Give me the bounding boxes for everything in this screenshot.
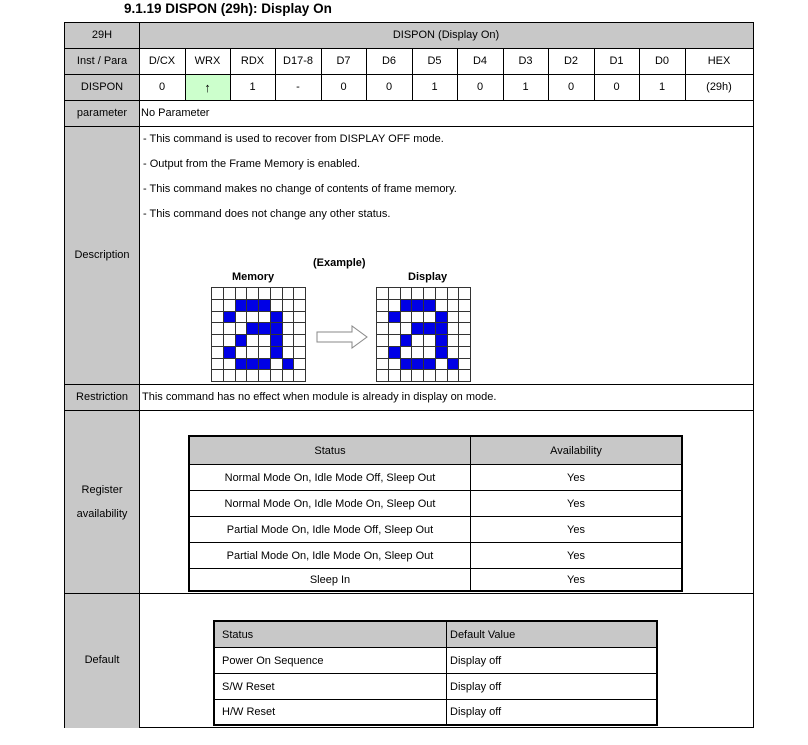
restriction-value: This command has no effect when module is already in display on mode. [142, 390, 497, 403]
pixel-cell [424, 335, 436, 347]
pixel-cell [294, 323, 306, 335]
pixel-cell [212, 288, 224, 300]
pixel-cell [412, 370, 424, 382]
pixel-cell [436, 300, 448, 312]
col-header: HEX [707, 54, 731, 67]
restriction-label: Restriction [76, 390, 128, 403]
command-code: 29H [91, 29, 113, 41]
command-cell: 0 [476, 80, 484, 93]
status-cell: Normal Mode On, Idle Mode Off, Sleep Out [190, 465, 471, 490]
table-row [190, 491, 681, 517]
pixel-cell [424, 359, 436, 371]
pixel-cell [224, 359, 236, 371]
status-header: Status [190, 437, 471, 464]
pixel-cell [459, 288, 471, 300]
pixel-cell [436, 312, 448, 324]
description-line: - This command does not change any other status. [143, 208, 391, 220]
register-availability-table [188, 435, 683, 592]
command-cell: (29h) [706, 80, 732, 93]
pixel-cell [389, 370, 401, 382]
pixel-cell [459, 335, 471, 347]
pixel-cell [283, 335, 295, 347]
command-cell: DISPON [80, 80, 124, 93]
pixel-cell [377, 335, 389, 347]
pixel-cell [377, 323, 389, 335]
pixel-cell [212, 370, 224, 382]
availability-header: Availability [550, 444, 602, 457]
col-header: D/CX [148, 54, 176, 67]
table-row [215, 648, 656, 674]
pixel-cell [448, 370, 460, 382]
pixel-cell [212, 312, 224, 324]
col-header: RDX [240, 54, 265, 67]
default-value-header: Default Value [450, 628, 516, 641]
availability-cell: Yes [567, 573, 585, 586]
pixel-cell [401, 288, 413, 300]
pixel-cell [247, 312, 259, 324]
availability-cell: Yes [567, 549, 585, 562]
pixel-cell [271, 300, 283, 312]
pixel-cell [259, 359, 271, 371]
register-label-line2: availability [76, 507, 128, 520]
table-row [190, 569, 681, 590]
pixel-cell [459, 347, 471, 359]
pixel-cell [377, 312, 389, 324]
pixel-cell [412, 347, 424, 359]
pixel-cell [389, 335, 401, 347]
pixel-cell [459, 359, 471, 371]
pixel-cell [389, 323, 401, 335]
pixel-cell [401, 323, 413, 335]
pixel-cell [271, 347, 283, 359]
pixel-cell [247, 359, 259, 371]
pixel-cell [424, 370, 436, 382]
pixel-cell [459, 370, 471, 382]
pixel-cell [424, 312, 436, 324]
pixel-cell [259, 347, 271, 359]
col-header: D0 [654, 54, 670, 67]
default-value-table [213, 620, 658, 726]
pixel-cell [294, 359, 306, 371]
col-header: D17-8 [283, 54, 313, 67]
pixel-cell [389, 288, 401, 300]
pixel-cell [247, 347, 259, 359]
pixel-cell [247, 323, 259, 335]
pixel-cell [224, 335, 236, 347]
pixel-cell [247, 288, 259, 300]
pixel-cell [389, 312, 401, 324]
pixel-cell [259, 312, 271, 324]
pixel-cell [412, 359, 424, 371]
pixel-cell [236, 370, 248, 382]
pixel-cell [224, 288, 236, 300]
pixel-cell [401, 359, 413, 371]
pixel-cell [212, 335, 224, 347]
pixel-cell [259, 300, 271, 312]
command-cell: 1 [658, 80, 666, 93]
pixel-cell [294, 312, 306, 324]
pixel-cell [436, 370, 448, 382]
pixel-cell [259, 335, 271, 347]
register-label-line1: Register [81, 483, 123, 496]
pixel-cell [224, 347, 236, 359]
pixel-cell [436, 359, 448, 371]
table-row [215, 700, 656, 724]
parameter-label: parameter [76, 106, 128, 119]
pixel-cell [448, 300, 460, 312]
command-cell: 1 [431, 80, 438, 93]
pixel-cell [283, 323, 295, 335]
availability-cell: Yes [567, 471, 585, 484]
status-cell: Partial Mode On, Idle Mode On, Sleep Out [190, 543, 471, 568]
pixel-cell [448, 323, 460, 335]
availability-cell: Yes [567, 523, 585, 536]
col-header: WRX [194, 54, 221, 67]
pixel-cell [459, 323, 471, 335]
pixel-cell [401, 370, 413, 382]
pixel-cell [412, 335, 424, 347]
pixel-cell [271, 323, 283, 335]
pixel-cell [412, 312, 424, 324]
pixel-cell [236, 312, 248, 324]
table-row [190, 517, 681, 543]
pixel-cell [224, 323, 236, 335]
pixel-cell [236, 300, 248, 312]
pixel-cell [212, 359, 224, 371]
pixel-cell [459, 300, 471, 312]
pixel-cell [236, 335, 248, 347]
pixel-cell [283, 370, 295, 382]
pixel-cell [247, 335, 259, 347]
pixel-cell [424, 323, 436, 335]
pixel-cell [247, 370, 259, 382]
pixel-cell [224, 312, 236, 324]
col-header: Inst / Para [76, 54, 128, 67]
default-label: Default [84, 654, 120, 666]
default-status-cell: H/W Reset [215, 700, 447, 724]
pixel-cell [271, 335, 283, 347]
pixel-cell [294, 335, 306, 347]
command-cell: 0 [613, 80, 620, 93]
pixel-cell [377, 288, 389, 300]
display-label: Display [408, 271, 448, 283]
pixel-cell [448, 347, 460, 359]
table-row [215, 674, 656, 700]
status-cell: Sleep In [190, 569, 471, 590]
command-full-name: DISPON (Display On) [392, 29, 500, 41]
pixel-cell [459, 312, 471, 324]
pixel-cell [283, 300, 295, 312]
default-value-cell: Display off [450, 680, 502, 693]
default-status-cell: Power On Sequence [215, 648, 447, 673]
command-cell: 1 [249, 80, 256, 93]
command-cell: - [296, 80, 300, 93]
pixel-cell [294, 288, 306, 300]
pixel-cell [259, 370, 271, 382]
col-header: D2 [563, 54, 579, 67]
pixel-cell [294, 370, 306, 382]
memory-label: Memory [232, 271, 275, 283]
pixel-cell [436, 335, 448, 347]
parameter-value: No Parameter [141, 106, 210, 119]
pixel-cell [389, 359, 401, 371]
pixel-cell [448, 288, 460, 300]
pixel-cell [412, 300, 424, 312]
pixel-cell [271, 312, 283, 324]
command-cell: 0 [385, 80, 393, 93]
pixel-cell [236, 323, 248, 335]
pixel-cell [436, 347, 448, 359]
pixel-cell [236, 359, 248, 371]
pixel-cell [236, 347, 248, 359]
col-header: D1 [609, 54, 624, 67]
status-cell: Normal Mode On, Idle Mode On, Sleep Out [190, 491, 471, 516]
pixel-cell [448, 312, 460, 324]
pixel-cell [436, 323, 448, 335]
pixel-cell [259, 288, 271, 300]
pixel-cell [401, 347, 413, 359]
table-row [190, 543, 681, 569]
table-row [190, 465, 681, 491]
col-header: D5 [427, 54, 442, 67]
pixel-cell [424, 300, 436, 312]
pixel-cell [271, 359, 283, 371]
col-header: D6 [381, 54, 397, 67]
col-header: D4 [472, 54, 488, 67]
section-title: 9.1.19 DISPON (29h): Display On [124, 1, 332, 16]
default-value-cell: Display off [450, 654, 502, 667]
default-value-cell: Display off [450, 706, 502, 718]
default-status-header: Status [215, 622, 447, 647]
pixel-cell [412, 288, 424, 300]
pixel-cell [224, 300, 236, 312]
pixel-cell [377, 359, 389, 371]
example-label: (Example) [313, 257, 366, 269]
pixel-cell [377, 300, 389, 312]
memory-pixel-grid [211, 287, 306, 382]
command-cell: 0 [158, 80, 166, 93]
pixel-cell [294, 300, 306, 312]
command-cell: 0 [567, 80, 575, 93]
status-cell: Partial Mode On, Idle Mode Off, Sleep Out [190, 517, 471, 542]
pixel-cell [448, 335, 460, 347]
pixel-cell [271, 288, 283, 300]
col-header: D3 [518, 54, 533, 67]
pixel-cell [412, 323, 424, 335]
pixel-cell [259, 323, 271, 335]
register-availability-label [65, 410, 139, 593]
pixel-cell [389, 300, 401, 312]
description-line: - Output from the Frame Memory is enabled. [143, 158, 361, 170]
pixel-cell [224, 370, 236, 382]
pixel-cell [389, 347, 401, 359]
command-cell: 0 [340, 80, 347, 93]
wrx-rising-edge-arrow: ↑ [204, 79, 211, 95]
pixel-cell [271, 370, 283, 382]
pixel-cell [448, 359, 460, 371]
description-label: Description [74, 248, 130, 261]
pixel-cell [247, 300, 259, 312]
pixel-cell [283, 359, 295, 371]
pixel-cell [401, 335, 413, 347]
description-line: - This command makes no change of contents of frame memory. [143, 183, 457, 195]
pixel-cell [401, 300, 413, 312]
pixel-cell [212, 347, 224, 359]
pixel-cell [377, 347, 389, 359]
pixel-cell [236, 288, 248, 300]
col-header: D7 [336, 54, 351, 67]
pixel-cell [436, 288, 448, 300]
display-pixel-grid [376, 287, 471, 382]
pixel-cell [294, 347, 306, 359]
pixel-cell [377, 370, 389, 382]
pixel-cell [283, 312, 295, 324]
command-cell: 1 [522, 80, 529, 93]
pixel-cell [212, 300, 224, 312]
default-status-cell: S/W Reset [215, 674, 447, 699]
pixel-cell [283, 347, 295, 359]
pixel-cell [424, 288, 436, 300]
pixel-cell [401, 312, 413, 324]
pixel-cell [212, 323, 224, 335]
pixel-cell [283, 288, 295, 300]
description-line: - This command is used to recover from DISPLAY OFF mode. [143, 133, 444, 145]
pixel-cell [424, 347, 436, 359]
availability-cell: Yes [567, 497, 585, 510]
arrow-right-icon [316, 325, 368, 349]
